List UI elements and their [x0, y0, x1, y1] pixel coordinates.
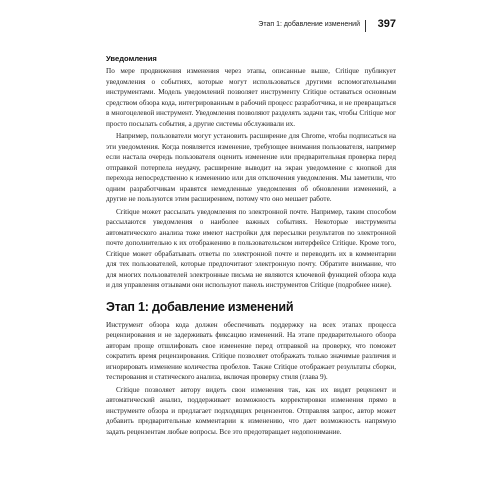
body-paragraph: Critique позволяет автору видеть свои изменения так, как их видят рецензент и автоматический анализ, поддерживает возможность корректировки изменения прямо в инструменте обзора и предлагает подходящих рецензентов. Отправляя запрос, автор может добавить предварительные комментарии к изменению, что дает возможность напрямую задать рецензентам любые вопросы. Все это предотвращает недопонимание.	[106, 385, 396, 436]
body-paragraph: Инструмент обзора кода должен обеспечивать поддержку на всех этапах процесса рецензирования и не задерживать фиксацию изменений. На этапе предварительного обзора авторам проще отшлифовать свое изменение перед отправкой на проверку, что поможет сократить время рецензирования. Critique позволяет отображать только значимые различия и игнорировать изменение количества пробелов. Также Critique отображает результаты сборки, тестирования и статического анализа, включая проверку стиля (глава 9).	[106, 320, 396, 381]
running-title: Этап 1: добавление изменений	[258, 21, 360, 28]
body-paragraph: Например, пользователи могут установить расширение для Chrome, чтобы подписаться на эти уведомления. Когда появляется изменение, требующее внимания пользователя, например если настала очередь пользователя оценить изменение или предварительная проверка перед отправкой потерпела неудачу, расширение выводит на экран уведомление с кнопкой для перехода непосредственно к изменению или для отключения уведомления. Мы заметили, что одним разработчикам нравятся немедленные уведомления об обновлении изменений, а другие не пользуются этим расширением, потому что оно мешает работе.	[106, 132, 396, 203]
header-divider	[365, 20, 366, 32]
running-header	[106, 16, 396, 36]
page-number: 397	[377, 18, 396, 30]
body-paragraph: Critique может рассылать уведомления по электронной почте. Например, таким способом рассылаются уведомления о наиболее важных событиях. Некоторые инструменты автоматического анализа тоже имеют настройки для пересылки результатов по электронной почте дополнительно к их отображению в пользовательском интерфейсе Critique. Кроме того, Critique может обрабатывать ответы по электронной почте и переводить их в комментарии для тех пользователей, которые предпочитают электронную почту. Обратите внимание, что для многих пользователей электронные письма не являются ключевой функцией обзора кода и для управления отзывами они используют панель инструментов Critique (подробнее ниже).	[106, 207, 396, 289]
page-body	[106, 54, 396, 439]
notifications-subheading: Уведомления	[106, 54, 157, 63]
section-heading: Этап 1: добавление изменений	[106, 299, 294, 314]
body-paragraph: По мере продвижения изменения через этапы, описанные выше, Critique публикует уведомления о событиях, которые могут использоваться другими вспомогательными инструментами. Модель уведомлений позволяет инструменту Critique оставаться основным средством обзора кода, интегрированным в рабочий процесс разработчика, и не превращаться в многоцелевой инструмент. Уведомления позволяют разделять задачи так, чтобы Critique мог просто посылать события, а другие системы обслуживали их.	[106, 67, 396, 128]
